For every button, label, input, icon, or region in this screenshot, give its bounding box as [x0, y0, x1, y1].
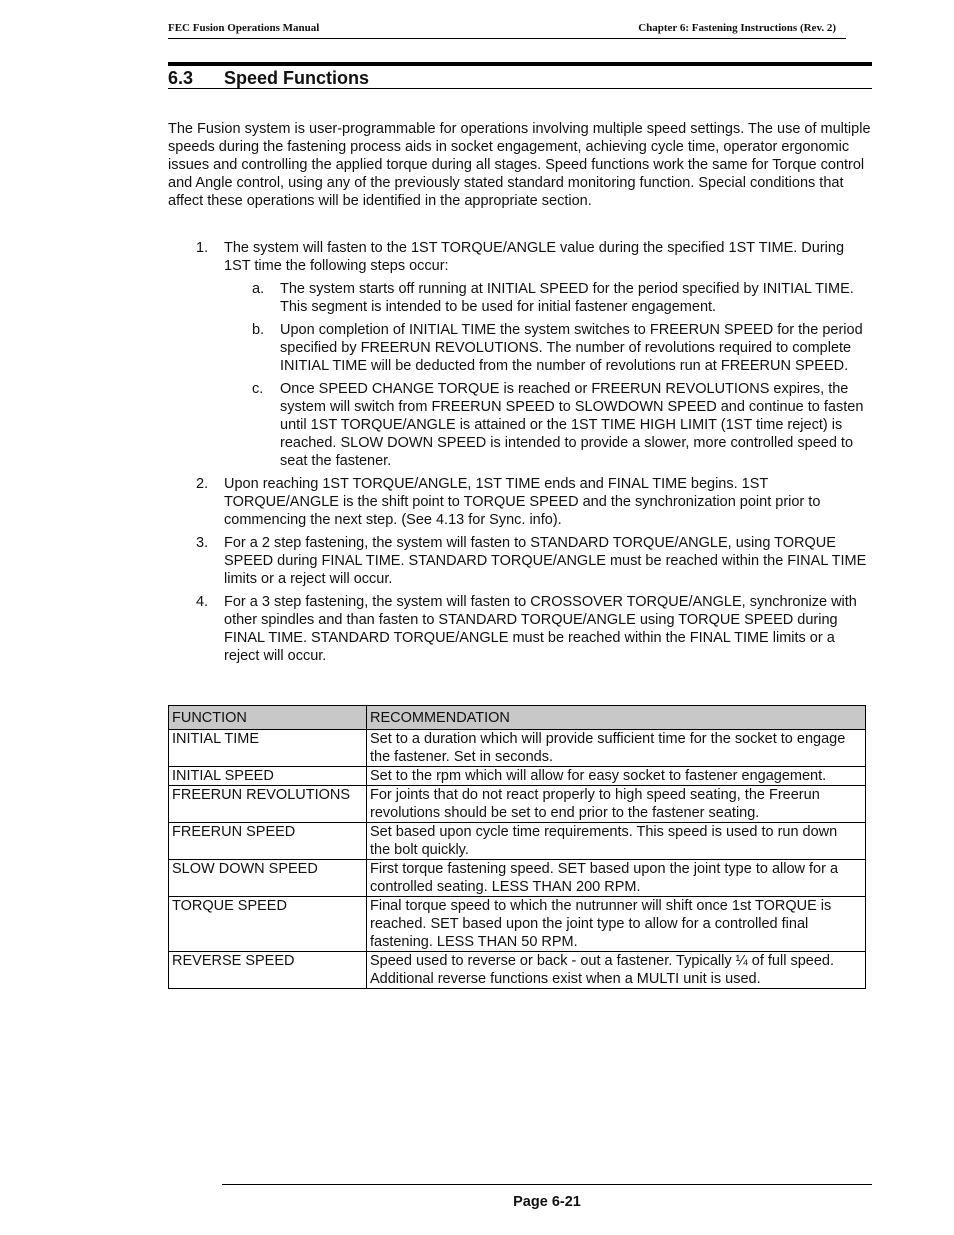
table-row	[169, 952, 866, 989]
table-row	[169, 786, 866, 823]
table-row	[169, 897, 866, 952]
running-header	[168, 22, 846, 39]
recommendation-cell: Set based upon cycle time requirements. This speed is used to run down the bolt quickly.	[367, 823, 866, 860]
function-cell: REVERSE SPEED	[169, 952, 367, 989]
step-number: 4.	[196, 594, 209, 610]
speed-functions-table	[168, 705, 866, 989]
footer-rule	[222, 1184, 872, 1185]
section-number: 6.3	[168, 68, 194, 88]
manual-title: FEC Fusion Operations Manual	[168, 22, 320, 34]
table-row	[169, 767, 866, 786]
intro-paragraph: The Fusion system is user-programmable for operations involving multiple speed settings. The use of multiple speeds during the fastening process aids in socket engagement, achieving cycle time, operator ergonomic issues and controlling the applied torque during all stages. Speed functions work the same for Torque control and Angle control, using any of the previously stated standard monitoring function. Special conditions that affect these operations will be identified in the appropriate section.	[168, 121, 871, 209]
function-cell: INITIAL SPEED	[169, 767, 367, 786]
recommendation-cell: For joints that do not react properly to high speed seating, the Freerun revolutions should be set to end prior to the fastener seating.	[367, 786, 866, 823]
recommendation-cell: Final torque speed to which the nutrunner will shift once 1st TORQUE is reached. SET based upon the joint type to allow for a controlled final fastening. LESS THAN 50 RPM.	[367, 897, 866, 952]
list-item	[168, 475, 872, 529]
recommendation-cell: Speed used to reverse or back - out a fastener. Typically ¼ of full speed. Additional reverse functions exist when a MULTI unit is used.	[367, 952, 866, 989]
sub-steps-list	[224, 280, 872, 470]
steps-list	[168, 239, 872, 665]
step-text: For a 3 step fastening, the system will fasten to CROSSOVER TORQUE/ANGLE, synchronize with other spindles and than fasten to STANDARD TORQUE/ANGLE using TORQUE SPEED during FINAL TIME. STANDARD TORQUE/ANGLE must be reached within the FINAL TIME limits or a reject will occur.	[224, 594, 857, 664]
column-header-recommendation: RECOMMENDATION	[367, 706, 866, 730]
sub-step-text: Upon completion of INITIAL TIME the system switches to FREERUN SPEED for the period specified by FREERUN REVOLUTIONS. The number of revolutions required to complete INITIAL TIME will be deducted from the number of revolutions run at FREERUN SPEED.	[280, 322, 863, 374]
step-text: The system will fasten to the 1ST TORQUE/ANGLE value during the specified 1ST TIME. During 1ST time the following steps occur:	[224, 240, 845, 274]
table-row	[169, 823, 866, 860]
step-text: Upon reaching 1ST TORQUE/ANGLE, 1ST TIME ends and FINAL TIME begins. 1ST TORQUE/ANGLE is the shift point to TORQUE SPEED and the synchronization point prior to commencing the next step. (See 4.13 for Sync. info).	[224, 476, 821, 528]
table-row	[169, 730, 866, 767]
section-body	[168, 120, 872, 670]
list-item	[224, 380, 872, 470]
sub-step-letter: a.	[252, 281, 265, 297]
recommendation-cell: First torque fastening speed. SET based upon the joint type to allow for a controlled seating. LESS THAN 200 RPM.	[367, 860, 866, 897]
table-row	[169, 860, 866, 897]
sub-step-text: The system starts off running at INITIAL SPEED for the period specified by INITIAL TIME. This segment is intended to be used for initial fastener engagement.	[280, 281, 854, 315]
function-cell: TORQUE SPEED	[169, 897, 367, 952]
section-title: Speed Functions	[224, 68, 370, 88]
chapter-title: Chapter 6: Fastening Instructions (Rev. 2)	[638, 22, 836, 34]
list-item	[224, 321, 872, 375]
function-cell: FREERUN REVOLUTIONS	[169, 786, 367, 823]
step-number: 3.	[196, 535, 209, 551]
list-item	[168, 593, 872, 665]
function-cell: INITIAL TIME	[169, 730, 367, 767]
recommendation-cell: Set to a duration which will provide sufficient time for the socket to engage the fastener. Set in seconds.	[367, 730, 866, 767]
sub-step-letter: b.	[252, 322, 265, 338]
section-heading	[168, 68, 872, 89]
step-number: 2.	[196, 476, 209, 492]
page-number: Page 6-21	[513, 1194, 581, 1210]
list-item	[224, 280, 872, 316]
step-text: For a 2 step fastening, the system will fasten to STANDARD TORQUE/ANGLE, using TORQUE SPEED during FINAL TIME. STANDARD TORQUE/ANGLE must be reached within the FINAL TIME limits or a reject will occur.	[224, 535, 867, 587]
function-cell: SLOW DOWN SPEED	[169, 860, 367, 897]
list-item	[168, 534, 872, 588]
step-number: 1.	[196, 240, 209, 256]
column-header-function: FUNCTION	[169, 706, 367, 730]
list-item	[168, 239, 872, 470]
section-rule	[168, 62, 872, 66]
function-cell: FREERUN SPEED	[169, 823, 367, 860]
sub-step-text: Once SPEED CHANGE TORQUE is reached or FREERUN REVOLUTIONS expires, the system will switch from FREERUN SPEED to SLOWDOWN SPEED and continue to fasten until 1ST TORQUE/ANGLE is attained or the 1ST TIME HIGH LIMIT (1ST time reject) is reached. SLOW DOWN SPEED is intended to provide a slower, more controlled speed to seat the fastener.	[280, 381, 864, 469]
recommendation-cell: Set to the rpm which will allow for easy socket to fastener engagement.	[367, 767, 866, 786]
sub-step-letter: c.	[252, 381, 264, 397]
table-header-row	[169, 706, 866, 730]
